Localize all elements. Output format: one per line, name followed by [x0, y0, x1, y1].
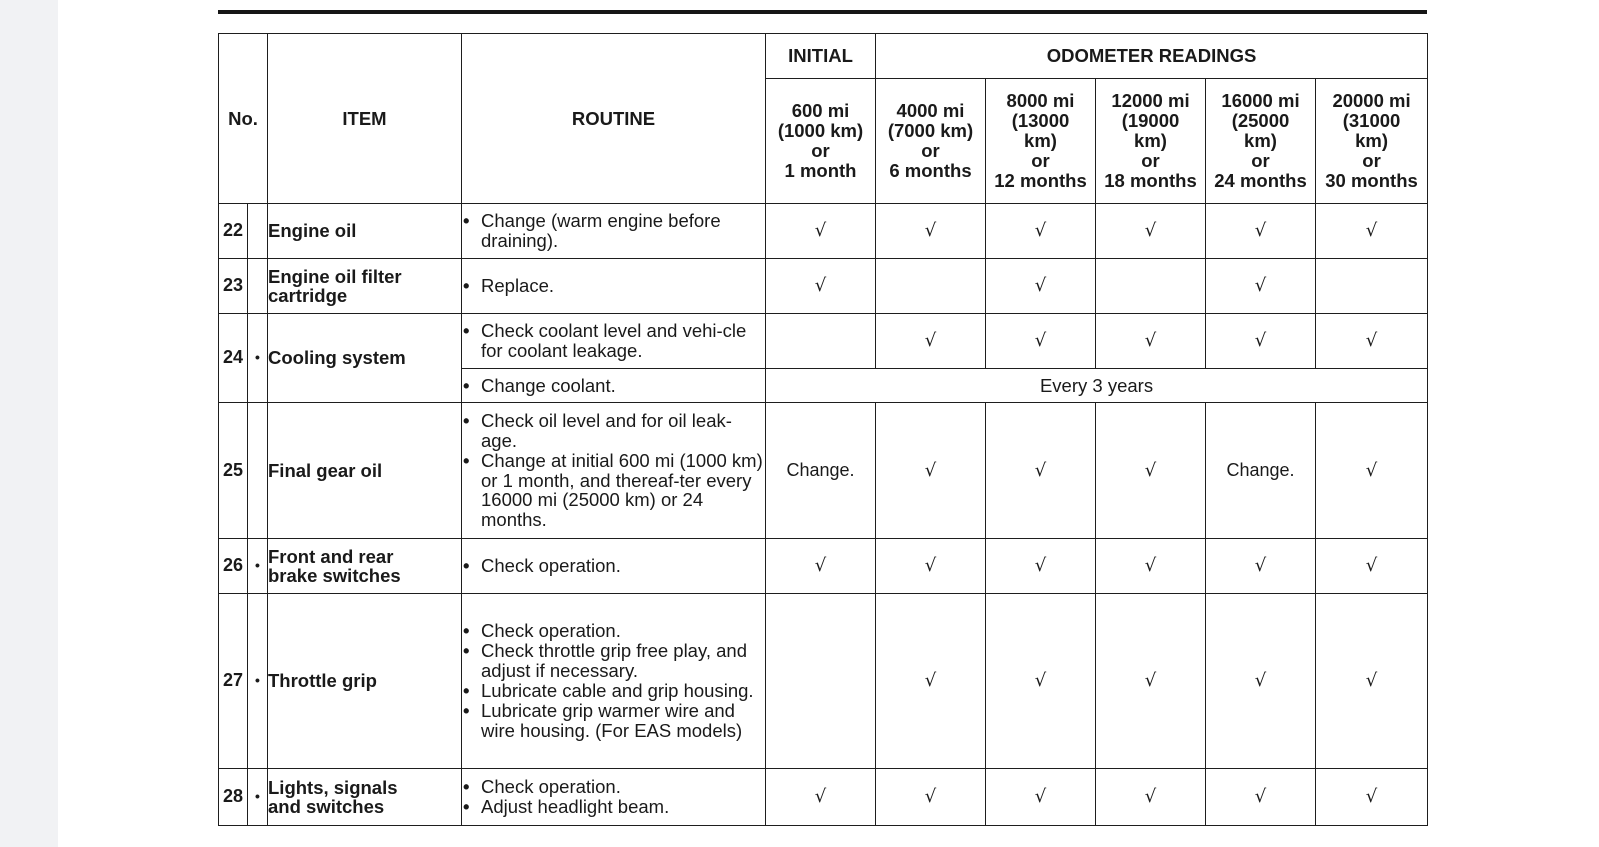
cell-value: √: [814, 275, 827, 297]
row-routine: [462, 539, 766, 594]
header-interval-1: [766, 79, 876, 204]
interval-cell: [766, 403, 876, 539]
routine-step: • Check oil level and for oil leak-age.: [462, 411, 765, 451]
table-row: [219, 594, 1428, 769]
interval-line: or: [921, 140, 940, 161]
interval-cell: [766, 594, 876, 769]
cell-value: √: [1144, 555, 1157, 577]
row-mark: •: [248, 539, 268, 594]
check-cell: [876, 403, 986, 539]
check-cell: [1096, 594, 1206, 769]
cell-value: √: [814, 220, 827, 242]
cell-value: √: [924, 459, 937, 481]
cell-value: √: [1034, 459, 1047, 481]
check-cell: [876, 594, 986, 769]
check-cell: [986, 204, 1096, 259]
header-initial: INITIAL: [766, 34, 876, 79]
row-mark: [248, 403, 268, 539]
interval-line: 12 months: [994, 169, 1087, 191]
cell-value: √: [814, 786, 827, 808]
interval-line: 600 mi: [791, 100, 850, 122]
row-routine: [462, 369, 766, 403]
check-cell: [876, 539, 986, 594]
routine-step: • Replace.: [462, 276, 765, 296]
routine-step: • Change (warm engine before draining).: [462, 211, 765, 251]
check-cell: [1096, 403, 1206, 539]
table-row: [219, 403, 1428, 539]
interval-line: or: [1031, 149, 1050, 171]
routine-step: • Check operation.: [462, 556, 765, 576]
interval-line: 6 months: [889, 159, 972, 181]
cell-value: √: [1034, 555, 1047, 577]
interval-line: (31000: [1342, 110, 1401, 132]
check-cell: [1316, 769, 1428, 826]
cell-value: √: [1144, 459, 1157, 481]
interval-line: or: [1362, 149, 1381, 171]
check-cell: [876, 769, 986, 826]
header-interval-3: [986, 79, 1096, 204]
cell-value: √: [1034, 220, 1047, 242]
routine-list: [462, 411, 765, 531]
routine-step: • Check coolant level and vehi-cle for coolant leakage.: [462, 321, 765, 361]
item-line: cartridge: [268, 285, 348, 306]
check-cell: [986, 539, 1096, 594]
routine-list: [462, 621, 765, 741]
header-interval-6: [1316, 79, 1428, 204]
interval-line: 20000 mi: [1332, 90, 1411, 112]
cell-value: √: [1365, 220, 1378, 242]
interval-line: (7000 km): [887, 120, 974, 142]
row-mark: •: [248, 769, 268, 826]
item-line: and switches: [268, 796, 385, 817]
row-mark: [248, 204, 268, 259]
check-mark: √: [1254, 330, 1267, 352]
interval-line: or: [811, 140, 830, 161]
cell-value: √: [1254, 220, 1267, 242]
interval-cell: [876, 259, 986, 314]
routine-step: • Lubricate cable and grip housing.: [462, 681, 765, 701]
row-routine: [462, 594, 766, 769]
header-routine: ROUTINE: [462, 34, 766, 204]
row-number: 25: [219, 403, 248, 539]
row-number: 27: [219, 594, 248, 769]
interval-line: km): [1134, 130, 1167, 152]
row-item: [268, 769, 462, 826]
routine-list: [462, 211, 765, 251]
interval-line: km): [1244, 130, 1277, 152]
cell-value: √: [1034, 786, 1047, 808]
routine-list: [462, 276, 765, 296]
item-line: Cooling system: [268, 347, 406, 369]
check-cell: [766, 259, 876, 314]
cell-value: √: [1144, 220, 1157, 242]
cell-value: √: [1254, 275, 1267, 297]
table-row: [219, 314, 1428, 369]
row-item: [268, 314, 462, 403]
item-line: Lights, signals: [268, 776, 398, 798]
routine-list: [462, 777, 765, 817]
row-routine: [462, 204, 766, 259]
cell-value: √: [814, 555, 827, 577]
check-mark: √: [1365, 330, 1378, 352]
cell-value: √: [1365, 555, 1378, 577]
interval-line: (13000: [1011, 110, 1070, 132]
interval-line: 4000 mi: [896, 100, 965, 122]
interval-note: Every 3 years: [766, 369, 1428, 403]
check-cell: [1096, 204, 1206, 259]
routine-step: • Change coolant.: [462, 376, 765, 396]
header-interval-4: [1096, 79, 1206, 204]
cell-value: √: [924, 786, 937, 808]
check-cell: [986, 594, 1096, 769]
interval-line: or: [1251, 149, 1270, 171]
routine-list: [462, 556, 765, 576]
table-body: [219, 204, 1428, 826]
header-interval-2: [876, 79, 986, 204]
cell-value: √: [1365, 670, 1378, 692]
item-line: Final gear oil: [268, 459, 383, 481]
row-number: 23: [219, 259, 248, 314]
interval-line: 8000 mi: [1006, 90, 1075, 112]
item-line: Throttle grip: [268, 670, 377, 692]
header-interval-5: [1206, 79, 1316, 204]
cell-value: √: [1144, 670, 1157, 692]
table-row: [219, 259, 1428, 314]
maintenance-schedule-table: [218, 33, 1428, 826]
row-item: [268, 539, 462, 594]
item-line: Engine oil filter: [268, 265, 402, 287]
row-mark: •: [248, 594, 268, 769]
row-number: 22: [219, 204, 248, 259]
cell-value: √: [1034, 670, 1047, 692]
row-item: [268, 204, 462, 259]
check-mark: √: [1144, 330, 1157, 352]
row-number: 24: [219, 314, 248, 403]
check-cell: [1206, 539, 1316, 594]
check-cell: [986, 769, 1096, 826]
interval-cell: [1096, 259, 1206, 314]
interval-cell: [1316, 259, 1428, 314]
check-cell: [876, 204, 986, 259]
check-cell: [1206, 594, 1316, 769]
check-cell: [1316, 539, 1428, 594]
item-line: Engine oil: [268, 220, 357, 242]
interval-line: 30 months: [1325, 169, 1418, 191]
check-cell: [1206, 259, 1316, 314]
interval-line: km): [1024, 130, 1057, 152]
row-routine: [462, 403, 766, 539]
interval-line: 12000 mi: [1111, 90, 1190, 112]
check-cell: [986, 314, 1096, 369]
routine-list: [462, 321, 765, 361]
row-item: [268, 594, 462, 769]
table-row: [219, 769, 1428, 826]
cell-value: Change.: [1226, 459, 1295, 480]
cell-value: √: [1254, 555, 1267, 577]
cell-value: √: [1254, 786, 1267, 808]
header-no: No.: [219, 34, 268, 204]
interval-line: 1 month: [784, 159, 857, 181]
check-cell: [1096, 539, 1206, 594]
header-odometer-readings: ODOMETER READINGS: [876, 34, 1428, 79]
table-row: [219, 204, 1428, 259]
item-line: Front and rear: [268, 545, 394, 567]
cell-value: √: [924, 670, 937, 692]
check-cell: [1096, 769, 1206, 826]
check-cell: [1316, 403, 1428, 539]
check-cell: [766, 539, 876, 594]
row-routine: [462, 769, 766, 826]
routine-list: [462, 376, 765, 396]
check-cell: [986, 259, 1096, 314]
row-item: [268, 403, 462, 539]
cell-value: √: [1144, 786, 1157, 808]
interval-line: or: [1141, 149, 1160, 171]
interval-line: 16000 mi: [1221, 90, 1300, 112]
interval-cell: [1206, 403, 1316, 539]
check-mark: √: [924, 330, 937, 352]
routine-step: • Check throttle grip free play, and adjust if necessary.: [462, 641, 765, 681]
interval-line: 24 months: [1214, 169, 1307, 191]
interval-line: 18 months: [1104, 169, 1197, 191]
check-cell: [766, 769, 876, 826]
interval-cell: [766, 314, 876, 369]
routine-step: • Check operation.: [462, 777, 765, 797]
header-item: ITEM: [268, 34, 462, 204]
cell-value: √: [1034, 275, 1047, 297]
check-cell: [1206, 314, 1316, 369]
cell-value: √: [924, 220, 937, 242]
check-cell: [1096, 314, 1206, 369]
cell-value: √: [924, 555, 937, 577]
interval-line: (1000 km): [777, 120, 864, 142]
check-cell: [1206, 769, 1316, 826]
row-number: 28: [219, 769, 248, 826]
row-mark: •: [248, 314, 268, 403]
row-routine: [462, 259, 766, 314]
row-routine: [462, 314, 766, 369]
check-cell: [1316, 314, 1428, 369]
check-cell: [1206, 204, 1316, 259]
cell-value: Change.: [786, 459, 855, 480]
routine-step: • Change at initial 600 mi (1000 km) or 1 month, and thereaf-ter every 16000 mi (25000 km) or 24 months.: [462, 451, 765, 531]
check-cell: [876, 314, 986, 369]
row-mark: [248, 259, 268, 314]
check-cell: [1316, 204, 1428, 259]
row-number: 26: [219, 539, 248, 594]
top-rule: [218, 10, 1427, 14]
cell-value: √: [1365, 786, 1378, 808]
row-item: [268, 259, 462, 314]
cell-value: √: [1254, 670, 1267, 692]
check-cell: [1316, 594, 1428, 769]
item-line: brake switches: [268, 565, 401, 586]
interval-line: (19000: [1121, 110, 1180, 132]
routine-step: • Lubricate grip warmer wire and wire housing. (For EAS models): [462, 701, 765, 741]
interval-line: (25000: [1231, 110, 1290, 132]
interval-line: km): [1355, 130, 1388, 152]
table-row: [219, 539, 1428, 594]
check-mark: √: [1034, 330, 1047, 352]
header-row-top: [219, 34, 1428, 79]
left-margin-strip: [0, 0, 58, 847]
check-cell: [986, 403, 1096, 539]
routine-step: • Adjust headlight beam.: [462, 797, 765, 817]
routine-step: • Check operation.: [462, 621, 765, 641]
cell-value: √: [1365, 459, 1378, 481]
check-cell: [766, 204, 876, 259]
